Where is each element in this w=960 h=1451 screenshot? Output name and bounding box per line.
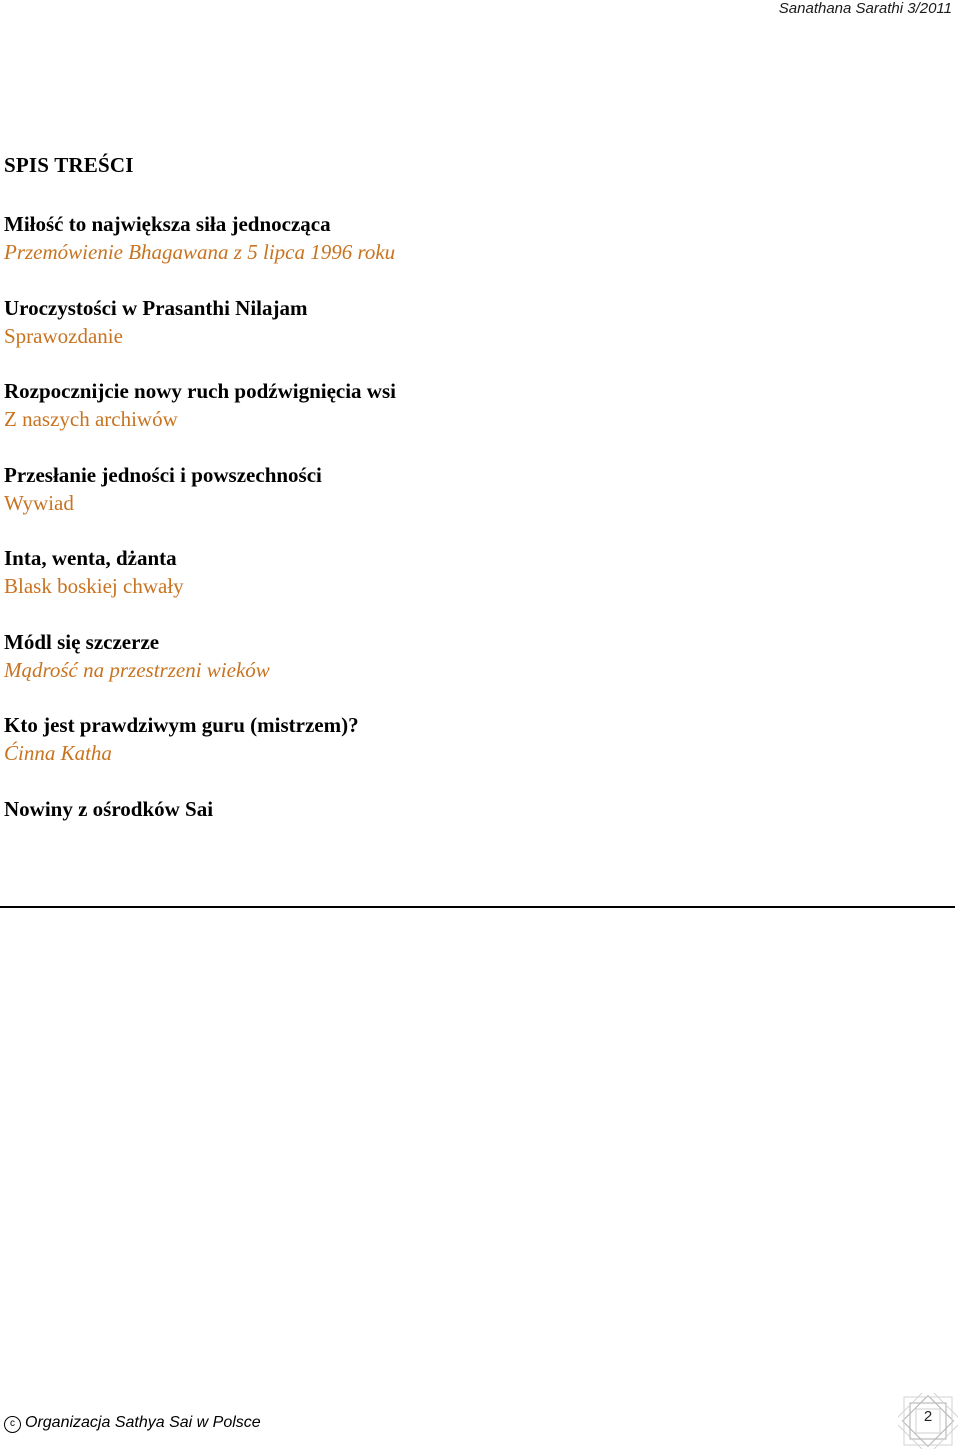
- toc-entry-subtitle: Blask boskiej chwały: [4, 574, 184, 598]
- toc-entry-subtitle: Mądrość na przestrzeni wieków: [4, 657, 270, 682]
- toc-entry-8[interactable]: [4, 795, 944, 879]
- toc-entry-1[interactable]: [4, 210, 944, 294]
- toc-entry-title: Módl się szczerze: [4, 629, 160, 654]
- toc-entry-subtitle: Sprawozdanie: [4, 323, 123, 348]
- toc-entry-title: Inta, wenta, dżanta: [4, 546, 177, 570]
- running-header: Sanathana Sarathi 3/2011: [778, 0, 952, 17]
- toc-entry-7[interactable]: [4, 711, 944, 795]
- toc-entry-title: Uroczystości w Prasanthi Nilajam: [4, 295, 308, 320]
- toc-entry-title: Rozpocznijcie nowy ruch podźwignięcia wsi: [4, 379, 396, 403]
- toc-entry-subtitle: Z naszych archiwów: [4, 407, 178, 431]
- table-of-contents: [4, 210, 944, 878]
- toc-entry-title: Przesłanie jedności i powszechności: [4, 462, 322, 487]
- toc-entry-5[interactable]: [4, 544, 944, 628]
- toc-entry-4[interactable]: [4, 461, 944, 545]
- toc-entry-subtitle: Ćinna Katha: [4, 741, 112, 765]
- toc-entry-6[interactable]: [4, 628, 944, 712]
- toc-entry-subtitle: Wywiad: [4, 490, 74, 515]
- toc-entry-3[interactable]: [4, 377, 944, 461]
- copyright-icon: c: [4, 1416, 21, 1433]
- footer: [4, 1414, 261, 1433]
- footer-divider: [0, 906, 955, 908]
- toc-entry-title: Kto jest prawdziwym guru (mistrzem)?: [4, 713, 359, 737]
- page-number: 2: [923, 1408, 933, 1425]
- toc-entry-subtitle: Przemówienie Bhagawana z 5 lipca 1996 roku: [4, 240, 396, 264]
- toc-entry-title: Miłość to największa siła jednocząca: [4, 212, 331, 236]
- footer-organization: Organizacja Sathya Sai w Polsce: [25, 1414, 261, 1431]
- toc-entry-2[interactable]: [4, 294, 944, 378]
- toc-heading: SPIS TREŚCI: [4, 153, 134, 177]
- toc-entry-title: Nowiny z ośrodków Sai: [4, 796, 214, 821]
